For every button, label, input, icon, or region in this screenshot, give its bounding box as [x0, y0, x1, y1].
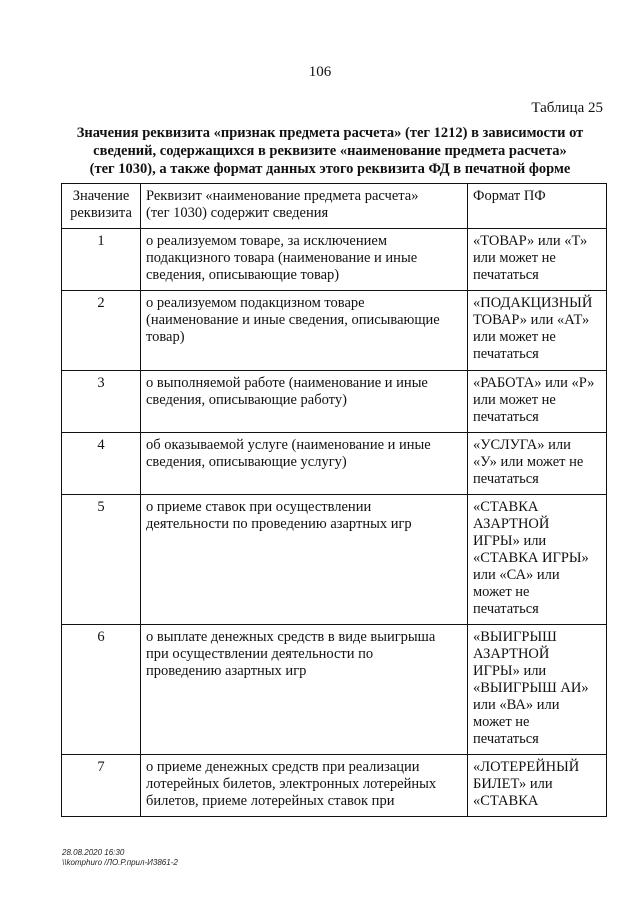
table-header-row	[62, 184, 607, 229]
cell-info: о приеме денежных средств при реализации лотерейных билетов, электронных лотерейных билетов, приеме лотерейных ставок при	[141, 755, 468, 817]
footer-date: 28.08.2020 16:30	[62, 848, 125, 857]
document-footer	[62, 848, 178, 868]
table-row	[62, 291, 607, 371]
cell-info: о приеме ставок при осуществлении деятельности по проведению азартных игр	[141, 495, 468, 625]
footer-path: \\komphuro /ЛО.Р.прил-И3861-2	[62, 858, 178, 867]
cell-value: 2	[62, 291, 141, 371]
data-table	[61, 183, 607, 817]
cell-value: 4	[62, 433, 141, 495]
title-line: сведений, содержащихся в реквизите «наименование предмета расчета»	[93, 143, 567, 159]
header-format: Формат ПФ	[468, 184, 607, 229]
table-label: Таблица 25	[531, 100, 603, 116]
cell-value: 5	[62, 495, 141, 625]
table-row	[62, 495, 607, 625]
table-row	[62, 625, 607, 755]
cell-format: «ТОВАР» или «Т» или может не печататься	[468, 229, 607, 291]
cell-info: о выплате денежных средств в виде выигрыша при осуществлении деятельности по проведению азартных игр	[141, 625, 468, 755]
cell-value: 7	[62, 755, 141, 817]
table-row	[62, 755, 607, 817]
cell-value: 3	[62, 371, 141, 433]
title-line: Значения реквизита «признак предмета расчета» (тег 1212) в зависимости от	[76, 125, 584, 141]
table-title	[60, 124, 600, 178]
header-value: Значение реквизита	[62, 184, 141, 229]
cell-info: о реализуемом товаре, за исключением подакцизного товара (наименование и иные сведения, описывающие товар)	[141, 229, 468, 291]
cell-info: о реализуемом подакцизном товаре (наименование и иные сведения, описывающие товар)	[141, 291, 468, 371]
cell-format: «ВЫИГРЫШ АЗАРТНОЙ ИГРЫ» или «ВЫИГРЫШ АИ» или «ВА» или может не печататься	[468, 625, 607, 755]
page-number: 106	[308, 64, 332, 80]
cell-format: «СТАВКА АЗАРТНОЙ ИГРЫ» или «СТАВКА ИГРЫ» или «СА» или может не печататься	[468, 495, 607, 625]
cell-info: об оказываемой услуге (наименование и иные сведения, описывающие услугу)	[141, 433, 468, 495]
cell-value: 1	[62, 229, 141, 291]
table-row	[62, 371, 607, 433]
cell-format: «ПОДАКЦИЗНЫЙ ТОВАР» или «АТ» или может не печататься	[468, 291, 607, 371]
cell-format: «ЛОТЕРЕЙНЫЙ БИЛЕТ» или «СТАВКА	[468, 755, 607, 817]
cell-value: 6	[62, 625, 141, 755]
cell-info: о выполняемой работе (наименование и иные сведения, описывающие работу)	[141, 371, 468, 433]
cell-format: «УСЛУГА» или «У» или может не печататься	[468, 433, 607, 495]
table-row	[62, 229, 607, 291]
title-line: (тег 1030), а также формат данных этого реквизита ФД в печатной форме	[89, 161, 571, 177]
header-info: Реквизит «наименование предмета расчета» (тег 1030) содержит сведения	[141, 184, 468, 229]
cell-format: «РАБОТА» или «Р» или может не печататься	[468, 371, 607, 433]
table-row	[62, 433, 607, 495]
